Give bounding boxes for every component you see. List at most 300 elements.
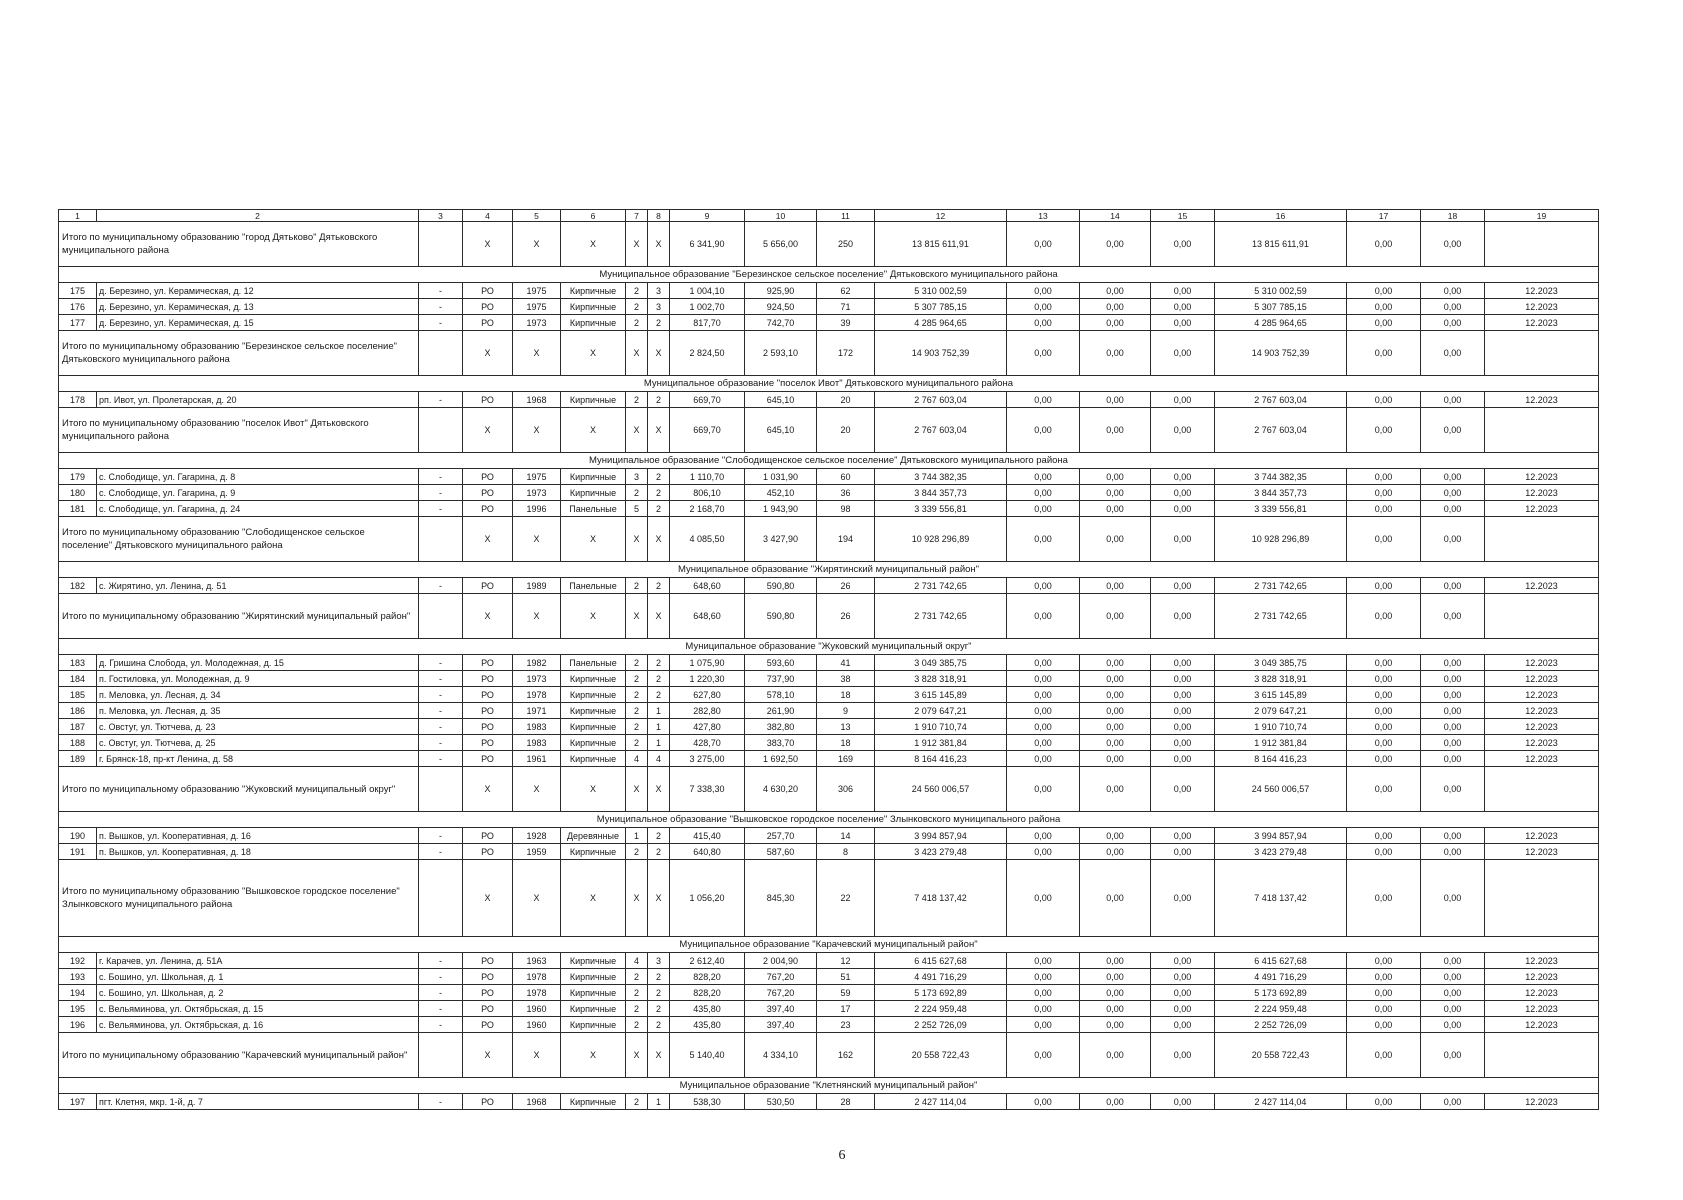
table-cell: 0,00 [1151, 469, 1215, 485]
section-title: Муниципальное образование "Жуковский муниципальный округ" [59, 639, 1599, 655]
table-cell: 3 994 857,94 [875, 828, 1007, 844]
table-cell: 185 [59, 687, 97, 703]
section-title: Муниципальное образование "Карачевский муниципальный район" [59, 937, 1599, 953]
table-cell: 184 [59, 671, 97, 687]
table-cell: 0,00 [1007, 1094, 1080, 1110]
table-cell: - [419, 687, 463, 703]
total-cell: X [513, 517, 561, 562]
table-cell: - [419, 703, 463, 719]
total-cell: 0,00 [1421, 1033, 1485, 1078]
table-cell: 4 491 716,29 [875, 969, 1007, 985]
total-cell: 0,00 [1421, 594, 1485, 639]
section-title-row [59, 562, 1599, 578]
table-cell: 4 491 716,29 [1215, 969, 1347, 985]
table-cell: 5 307 785,15 [1215, 299, 1347, 315]
table-cell: 3 828 318,91 [875, 671, 1007, 687]
table-cell: 0,00 [1347, 751, 1421, 767]
total-label: Итого по муниципальному образованию "Жирятинский муниципальный район" [59, 594, 419, 639]
table-cell: 4 [626, 953, 648, 969]
table-cell: 176 [59, 299, 97, 315]
total-cell: X [463, 767, 513, 812]
column-number-cell: 9 [670, 210, 745, 222]
total-cell: X [561, 222, 626, 267]
total-cell: X [648, 331, 670, 376]
table-cell: - [419, 485, 463, 501]
total-cell: X [626, 594, 648, 639]
table-cell: 177 [59, 315, 97, 331]
table-cell: 12.2023 [1485, 315, 1599, 331]
table-cell: 1928 [513, 828, 561, 844]
table-cell: 0,00 [1347, 687, 1421, 703]
total-cell: X [513, 594, 561, 639]
table-cell: 627,80 [670, 687, 745, 703]
table-cell: 3 844 357,73 [1215, 485, 1347, 501]
table-cell: 12.2023 [1485, 985, 1599, 1001]
total-cell: 194 [817, 517, 875, 562]
table-cell: 0,00 [1421, 828, 1485, 844]
table-cell: 17 [817, 1001, 875, 1017]
table-cell: 1 031,90 [745, 469, 817, 485]
table-cell: - [419, 469, 463, 485]
table-cell: 0,00 [1007, 469, 1080, 485]
total-row [59, 767, 1599, 812]
table-cell: 2 224 959,48 [875, 1001, 1007, 1017]
total-cell: 6 341,90 [670, 222, 745, 267]
table-cell: 2 [648, 844, 670, 860]
table-cell: 0,00 [1151, 719, 1215, 735]
total-cell: 669,70 [670, 408, 745, 453]
table-row [59, 719, 1599, 735]
column-number-cell: 6 [561, 210, 626, 222]
table-cell: 0,00 [1347, 315, 1421, 331]
table-cell: 1 [648, 703, 670, 719]
table-cell: 3 744 382,35 [1215, 469, 1347, 485]
table-cell: РО [463, 735, 513, 751]
table-cell: 181 [59, 501, 97, 517]
table-cell: 0,00 [1421, 703, 1485, 719]
table-cell: Кирпичные [561, 703, 626, 719]
section-title-row [59, 267, 1599, 283]
table-cell: 1973 [513, 671, 561, 687]
table-cell: Кирпичные [561, 1001, 626, 1017]
table-cell: 2 [626, 578, 648, 594]
table-cell: 2 427 114,04 [875, 1094, 1007, 1110]
table-cell: 0,00 [1080, 719, 1151, 735]
total-cell: 1 056,20 [670, 860, 745, 937]
table-row [59, 1017, 1599, 1033]
total-cell: 306 [817, 767, 875, 812]
table-cell: 2 [648, 687, 670, 703]
total-cell: 0,00 [1007, 517, 1080, 562]
total-cell: X [513, 222, 561, 267]
table-cell: 3 049 385,75 [875, 655, 1007, 671]
table-cell: 742,70 [745, 315, 817, 331]
table-cell: 257,70 [745, 828, 817, 844]
table-cell: 0,00 [1421, 719, 1485, 735]
table-cell: 0,00 [1151, 501, 1215, 517]
table-cell: 645,10 [745, 392, 817, 408]
address-cell: д. Березино, ул. Керамическая, д. 15 [97, 315, 419, 331]
table-cell: 2 004,90 [745, 953, 817, 969]
total-cell: 14 903 752,39 [875, 331, 1007, 376]
total-cell [1485, 860, 1599, 937]
table-cell: Кирпичные [561, 485, 626, 501]
table-cell: 0,00 [1347, 392, 1421, 408]
table-cell: 2 [648, 392, 670, 408]
table-cell: 767,20 [745, 985, 817, 1001]
address-cell: с. Слободище, ул. Гагарина, д. 9 [97, 485, 419, 501]
table-row [59, 671, 1599, 687]
table-cell: - [419, 719, 463, 735]
table-cell: 18 [817, 735, 875, 751]
table-cell: 12.2023 [1485, 392, 1599, 408]
table-cell: 3 844 357,73 [875, 485, 1007, 501]
total-cell: 2 731 742,65 [1215, 594, 1347, 639]
table-cell: 2 [648, 469, 670, 485]
table-cell: 12.2023 [1485, 735, 1599, 751]
table-cell: РО [463, 671, 513, 687]
table-cell: 1978 [513, 985, 561, 1001]
table-cell: РО [463, 751, 513, 767]
table-cell: 2 168,70 [670, 501, 745, 517]
total-cell: 0,00 [1347, 222, 1421, 267]
document-sheet [58, 209, 1598, 1110]
total-cell [1485, 1033, 1599, 1078]
total-cell [419, 594, 463, 639]
total-cell: 0,00 [1007, 767, 1080, 812]
table-cell: РО [463, 828, 513, 844]
table-row [59, 953, 1599, 969]
table-cell: 1968 [513, 1094, 561, 1110]
table-cell: 2 [626, 485, 648, 501]
address-cell: с. Слободище, ул. Гагарина, д. 8 [97, 469, 419, 485]
table-cell: 0,00 [1151, 969, 1215, 985]
table-cell: 817,70 [670, 315, 745, 331]
total-cell: 2 731 742,65 [875, 594, 1007, 639]
table-cell: 12 [817, 953, 875, 969]
table-cell: 0,00 [1347, 985, 1421, 1001]
total-label: Итого по муниципальному образованию "Слободищенское сельское поселение" Дятьковского муниципального района [59, 517, 419, 562]
total-label: Итого по муниципальному образованию "поселок Ивот" Дятьковского муниципального района [59, 408, 419, 453]
table-cell: 648,60 [670, 578, 745, 594]
table-cell: 0,00 [1007, 299, 1080, 315]
table-cell: 23 [817, 1017, 875, 1033]
table-cell: - [419, 283, 463, 299]
table-cell: 587,60 [745, 844, 817, 860]
table-cell: 924,50 [745, 299, 817, 315]
table-cell: 737,90 [745, 671, 817, 687]
table-cell: 1978 [513, 969, 561, 985]
address-cell: с. Овстуг, ул. Тютчева, д. 25 [97, 735, 419, 751]
table-row [59, 687, 1599, 703]
table-cell: - [419, 1001, 463, 1017]
table-cell: 3 [626, 469, 648, 485]
table-cell: 0,00 [1347, 953, 1421, 969]
address-cell: рп. Ивот, ул. Пролетарская, д. 20 [97, 392, 419, 408]
table-cell: - [419, 299, 463, 315]
table-cell: 1971 [513, 703, 561, 719]
column-number-cell: 14 [1080, 210, 1151, 222]
total-cell: X [626, 517, 648, 562]
address-cell: п. Вышков, ул. Кооперативная, д. 18 [97, 844, 419, 860]
table-cell: 0,00 [1007, 1001, 1080, 1017]
section-title: Муниципальное образование "Жирятинский муниципальный район" [59, 562, 1599, 578]
table-cell: 0,00 [1007, 687, 1080, 703]
table-cell: 1973 [513, 485, 561, 501]
table-cell: 0,00 [1421, 392, 1485, 408]
total-label: Итого по муниципальному образованию "Карачевский муниципальный район" [59, 1033, 419, 1078]
table-cell: 0,00 [1347, 578, 1421, 594]
table-cell: РО [463, 469, 513, 485]
table-cell: 2 [626, 1094, 648, 1110]
table-cell: 0,00 [1007, 671, 1080, 687]
column-number-cell: 3 [419, 210, 463, 222]
table-cell: 0,00 [1080, 1001, 1151, 1017]
column-number-cell: 5 [513, 210, 561, 222]
total-label: Итого по муниципальному образованию "Жуковский муниципальный округ" [59, 767, 419, 812]
table-cell: 0,00 [1080, 985, 1151, 1001]
table-cell: 3 615 145,89 [1215, 687, 1347, 703]
table-cell: РО [463, 719, 513, 735]
table-cell: 2 [626, 719, 648, 735]
table-cell: 4 [648, 751, 670, 767]
total-cell: 0,00 [1007, 1033, 1080, 1078]
table-cell: РО [463, 1094, 513, 1110]
table-cell: 192 [59, 953, 97, 969]
table-cell: 2 731 742,65 [1215, 578, 1347, 594]
table-cell: 0,00 [1007, 953, 1080, 969]
table-cell: 1961 [513, 751, 561, 767]
table-cell: 0,00 [1007, 655, 1080, 671]
total-cell: 0,00 [1151, 517, 1215, 562]
table-cell: 0,00 [1080, 283, 1151, 299]
table-cell: 2 [648, 969, 670, 985]
table-cell: 2 [626, 299, 648, 315]
table-cell: 640,80 [670, 844, 745, 860]
table-cell: 191 [59, 844, 97, 860]
total-cell: 3 427,90 [745, 517, 817, 562]
table-cell: 0,00 [1151, 315, 1215, 331]
table-cell: 3 339 556,81 [875, 501, 1007, 517]
table-cell: Кирпичные [561, 1017, 626, 1033]
total-cell: X [463, 594, 513, 639]
total-cell: X [648, 517, 670, 562]
table-cell: 5 310 002,59 [1215, 283, 1347, 299]
table-cell: 3 423 279,48 [875, 844, 1007, 860]
section-title-row [59, 937, 1599, 953]
table-cell: 2 [648, 485, 670, 501]
table-row [59, 299, 1599, 315]
address-cell: с. Вельяминова, ул. Октябрьская, д. 15 [97, 1001, 419, 1017]
table-cell: 828,20 [670, 969, 745, 985]
table-cell: 194 [59, 985, 97, 1001]
table-cell: Кирпичные [561, 735, 626, 751]
table-cell: 0,00 [1347, 1001, 1421, 1017]
total-cell [419, 408, 463, 453]
total-cell: 0,00 [1080, 222, 1151, 267]
table-cell: 1 912 381,84 [875, 735, 1007, 751]
total-cell: 0,00 [1151, 331, 1215, 376]
table-cell: 530,50 [745, 1094, 817, 1110]
table-cell: 189 [59, 751, 97, 767]
table-cell: 0,00 [1151, 578, 1215, 594]
table-cell: 2 252 726,09 [875, 1017, 1007, 1033]
total-cell: X [463, 331, 513, 376]
total-cell: 0,00 [1080, 1033, 1151, 1078]
table-cell: 0,00 [1080, 469, 1151, 485]
table-cell: 8 [817, 844, 875, 860]
table-cell: 3 615 145,89 [875, 687, 1007, 703]
section-title-row [59, 639, 1599, 655]
table-cell: 1963 [513, 953, 561, 969]
table-cell: - [419, 655, 463, 671]
table-cell: - [419, 671, 463, 687]
total-cell: X [463, 517, 513, 562]
table-cell: 0,00 [1007, 985, 1080, 1001]
total-cell: X [513, 860, 561, 937]
table-cell: 0,00 [1080, 1017, 1151, 1033]
table-cell: - [419, 985, 463, 1001]
table-cell: 2 [648, 828, 670, 844]
table-cell: РО [463, 578, 513, 594]
table-cell: 1973 [513, 315, 561, 331]
address-cell: г. Карачев, ул. Ленина, д. 51А [97, 953, 419, 969]
table-cell: 435,80 [670, 1017, 745, 1033]
table-cell: 4 285 964,65 [875, 315, 1007, 331]
table-cell: 578,10 [745, 687, 817, 703]
table-cell: 179 [59, 469, 97, 485]
table-cell: 0,00 [1151, 751, 1215, 767]
total-cell: 0,00 [1080, 331, 1151, 376]
total-cell: X [561, 517, 626, 562]
table-cell: 5 [626, 501, 648, 517]
table-cell: 0,00 [1080, 485, 1151, 501]
table-cell: 1959 [513, 844, 561, 860]
table-cell: 0,00 [1421, 953, 1485, 969]
total-cell: 250 [817, 222, 875, 267]
table-cell: 2 [648, 315, 670, 331]
table-cell: Кирпичные [561, 315, 626, 331]
table-cell: 41 [817, 655, 875, 671]
table-cell: Кирпичные [561, 969, 626, 985]
table-cell: 2 252 726,09 [1215, 1017, 1347, 1033]
table-cell: Кирпичные [561, 687, 626, 703]
table-cell: 183 [59, 655, 97, 671]
table-cell: - [419, 1017, 463, 1033]
table-cell: 2 [626, 844, 648, 860]
total-row [59, 408, 1599, 453]
table-cell: - [419, 953, 463, 969]
table-cell: 60 [817, 469, 875, 485]
table-cell: 0,00 [1151, 953, 1215, 969]
column-number-cell: 2 [97, 210, 419, 222]
total-cell: 0,00 [1347, 767, 1421, 812]
table-cell: 0,00 [1421, 485, 1485, 501]
total-label: Итого по муниципальному образованию "Вышковское городское поселение" Злынковского муниципального района [59, 860, 419, 937]
total-cell: 0,00 [1421, 331, 1485, 376]
table-cell: 0,00 [1151, 828, 1215, 844]
column-number-cell: 16 [1215, 210, 1347, 222]
table-cell: 590,80 [745, 578, 817, 594]
table-cell: 1 943,90 [745, 501, 817, 517]
table-cell: 62 [817, 283, 875, 299]
total-cell: 0,00 [1347, 408, 1421, 453]
column-number-cell: 4 [463, 210, 513, 222]
table-cell: 3 049 385,75 [1215, 655, 1347, 671]
table-cell: Кирпичные [561, 953, 626, 969]
table-cell: 0,00 [1347, 485, 1421, 501]
table-cell: 2 [626, 703, 648, 719]
total-cell: X [513, 331, 561, 376]
table-cell: 0,00 [1421, 469, 1485, 485]
total-cell: 5 140,40 [670, 1033, 745, 1078]
table-cell: Деревянные [561, 828, 626, 844]
table-cell: 38 [817, 671, 875, 687]
table-cell: 806,10 [670, 485, 745, 501]
table-cell: 1960 [513, 1017, 561, 1033]
table-cell: 0,00 [1151, 392, 1215, 408]
table-cell: 12.2023 [1485, 751, 1599, 767]
table-cell: РО [463, 315, 513, 331]
table-row [59, 828, 1599, 844]
table-cell: 2 612,40 [670, 953, 745, 969]
section-title: Муниципальное образование "Клетнянский муниципальный район" [59, 1078, 1599, 1094]
table-cell: 1 912 381,84 [1215, 735, 1347, 751]
table-cell: 0,00 [1347, 501, 1421, 517]
table-cell: 0,00 [1080, 578, 1151, 594]
table-cell: 2 [626, 1017, 648, 1033]
table-cell: 0,00 [1007, 315, 1080, 331]
table-cell: 2 079 647,21 [875, 703, 1007, 719]
table-cell: 3 828 318,91 [1215, 671, 1347, 687]
table-cell: 3 744 382,35 [875, 469, 1007, 485]
total-cell: 0,00 [1007, 408, 1080, 453]
total-cell: 172 [817, 331, 875, 376]
section-title: Муниципальное образование "Вышковское городское поселение" Злынковского муниципального района [59, 812, 1599, 828]
table-cell: 2 [626, 985, 648, 1001]
page-number: 6 [838, 1148, 846, 1163]
table-cell: 4 285 964,65 [1215, 315, 1347, 331]
total-cell: 0,00 [1151, 222, 1215, 267]
total-cell: 26 [817, 594, 875, 639]
total-cell: 0,00 [1007, 222, 1080, 267]
table-cell: 0,00 [1347, 1017, 1421, 1033]
table-cell: 3 275,00 [670, 751, 745, 767]
total-cell: 24 560 006,57 [1215, 767, 1347, 812]
total-cell: 10 928 296,89 [1215, 517, 1347, 562]
table-cell: - [419, 735, 463, 751]
total-cell [419, 767, 463, 812]
table-cell: 0,00 [1080, 969, 1151, 985]
total-cell: 0,00 [1151, 767, 1215, 812]
table-cell: 0,00 [1421, 844, 1485, 860]
table-cell: 12.2023 [1485, 501, 1599, 517]
table-cell: 0,00 [1151, 485, 1215, 501]
table-cell: 1983 [513, 719, 561, 735]
table-cell: 435,80 [670, 1001, 745, 1017]
total-cell: 20 558 722,43 [1215, 1033, 1347, 1078]
total-cell: X [648, 222, 670, 267]
total-cell: 5 656,00 [745, 222, 817, 267]
total-cell: X [648, 767, 670, 812]
total-cell: X [561, 1033, 626, 1078]
table-cell: 0,00 [1007, 578, 1080, 594]
table-cell: Кирпичные [561, 283, 626, 299]
table-cell: 0,00 [1151, 703, 1215, 719]
table-cell: 0,00 [1007, 969, 1080, 985]
table-cell: 1 004,10 [670, 283, 745, 299]
total-cell: 0,00 [1421, 517, 1485, 562]
